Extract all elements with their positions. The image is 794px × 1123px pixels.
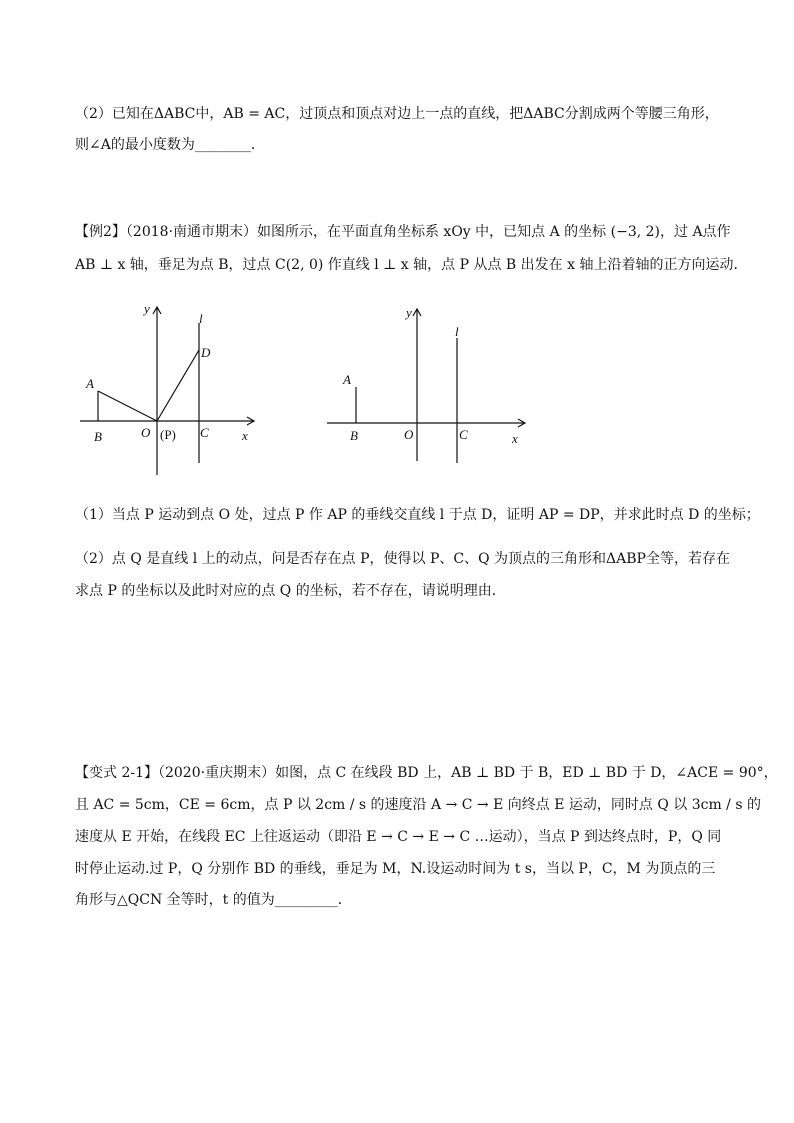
figure1-label-l: l bbox=[199, 311, 203, 326]
figure2-label-O: O bbox=[404, 427, 414, 442]
figure1-segment-OD bbox=[157, 350, 199, 421]
figure1-label-x: x bbox=[242, 428, 248, 443]
figure2-label-A: A bbox=[343, 372, 351, 387]
figure-2 bbox=[322, 303, 532, 468]
part2-line-1: （2）已知在ΔABC中，AB = AC，过顶点和顶点对边上一点的直线，把ΔABC分割成两个等腰三角形， bbox=[75, 106, 719, 122]
example2-question-2-line-1: （2）点 Q 是直线 l 上的动点，问是否存在点 P，使得以 P、C、Q 为顶点的三角形和ΔABP全等，若存在 bbox=[75, 551, 730, 567]
figure1-label-P: (P) bbox=[160, 427, 176, 442]
example2-line-2: AB ⊥ x 轴，垂足为点 B，过点 C(2, 0) 作直线 l ⊥ x 轴，点 P 从点 B 出发在 x 轴上沿着轴的正方向运动． bbox=[75, 257, 748, 273]
figure1-label-O: O bbox=[141, 425, 151, 440]
variant2-1-line-2: 且 AC = 5cm，CE = 6cm，点 P 以 2cm / s 的速度沿 A → C → E 向终点 E 运动，同时点 Q 以 3cm / s 的 bbox=[75, 797, 761, 813]
variant2-1-line-1: 【变式 2-1】（2020·重庆期末）如图，点 C 在线段 BD 上，AB ⊥ BD 于 B，ED ⊥ BD 于 D，∠ACE = 90°， bbox=[75, 765, 778, 781]
figure1-label-y: y bbox=[144, 301, 150, 316]
figure1-label-B: B bbox=[94, 429, 102, 444]
variant2-1-line-4: 时停止运动.过 P，Q 分别作 BD 的垂线，垂足为 M，N.设运动时间为 t s，当以 P，C，M 为顶点的三 bbox=[75, 861, 716, 877]
figure1-label-A: A bbox=[86, 376, 94, 391]
example2-question-2-line-2: 求点 P 的坐标以及此时对应的点 Q 的坐标，若不存在，请说明理由． bbox=[75, 583, 506, 599]
figure2-label-y: y bbox=[406, 305, 412, 320]
figure2-label-x: x bbox=[512, 431, 518, 446]
figure1-label-D: D bbox=[201, 345, 211, 360]
example2-question-1: （1）当点 P 运动到点 O 处，过点 P 作 AP 的垂线交直线 l 于点 D，证明 AP = DP，并求此时点 D 的坐标； bbox=[75, 507, 760, 523]
figure1-segment-AO bbox=[98, 391, 157, 421]
example2-line-1: 【例2】（2018·南通市期末）如图所示，在平面直角坐标系 xOy 中，已知点 A 的坐标 (−3, 2)，过 A点作 bbox=[75, 224, 731, 240]
figure-1 bbox=[75, 295, 265, 480]
figure1-label-C: C bbox=[200, 425, 209, 440]
figure2-label-B: B bbox=[350, 428, 358, 443]
variant2-1-line-3: 速度从 E 开始，在线段 EC 上往返运动（即沿 E → C → E → C …运动），当点 P 到达终点时，P，Q 同 bbox=[75, 829, 722, 845]
part2-line-2: 则∠A的最小度数为________． bbox=[75, 137, 265, 153]
figure2-label-C: C bbox=[459, 427, 468, 442]
variant2-1-line-5: 角形与△QCN 全等时，t 的值为_________． bbox=[75, 892, 352, 908]
figure2-label-l: l bbox=[455, 324, 459, 339]
